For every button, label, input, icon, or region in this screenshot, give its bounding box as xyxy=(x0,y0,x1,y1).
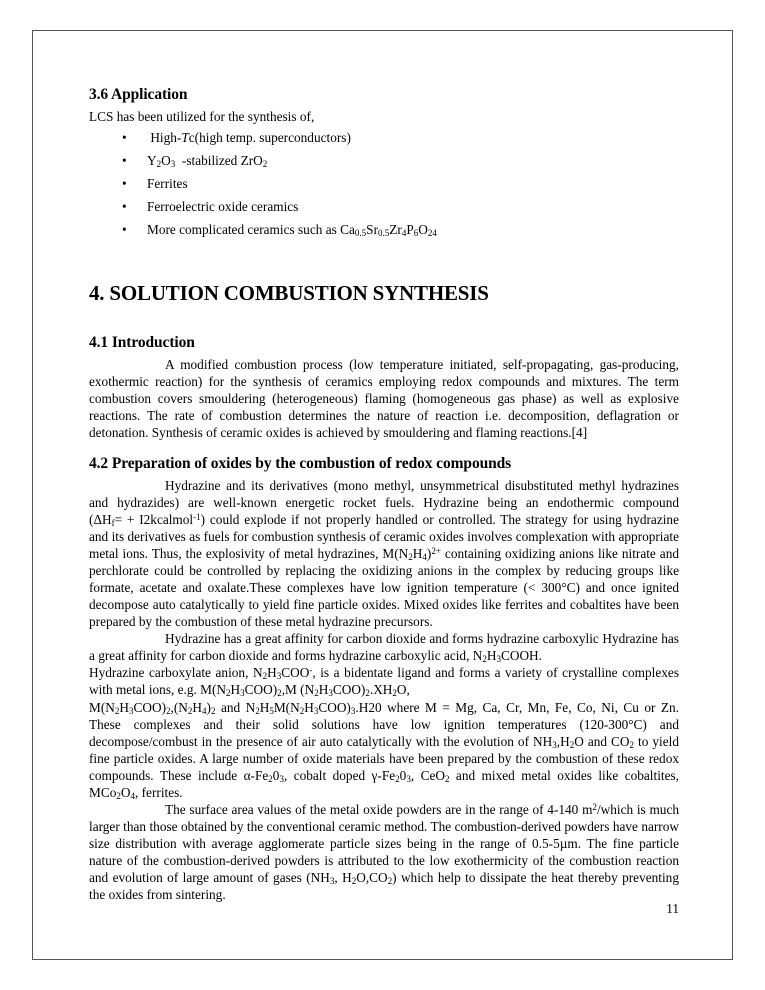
list-item-label: Ferrites xyxy=(147,175,188,191)
bullet-icon: • xyxy=(122,129,127,145)
list-item-label: Ferroelectric oxide ceramics xyxy=(147,198,299,214)
chapter-title: 4. SOLUTION COMBUSTION SYNTHESIS xyxy=(89,280,489,305)
application-bullet-list xyxy=(89,129,679,238)
bullet-icon: • xyxy=(122,175,127,191)
list-item xyxy=(89,175,679,192)
page-frame xyxy=(32,30,733,960)
prep-p1-part-c: ) could explode if not properly handled or controlled. The strategy for using hydrazine and its derivatives as fuels for combustion synthesis of ceramic oxides involves complexation with appropriate metal ions. Thus, the explosivity of metal hydrazines, M(N xyxy=(89,511,679,561)
list-item-label: $Y_2O_3$ -stabilized ZrO$_2$ xyxy=(147,152,268,169)
page-content xyxy=(89,86,680,916)
prep-p1-part-a: Hydrazine and its derivatives (mono methyl, unsymmetrical disubstituted methyl hydrazines and hydrazides) are well-known energetic rocket fuels. Hydrazine being an endothermic compound ( xyxy=(89,477,679,527)
bullet-icon: • xyxy=(122,198,127,214)
list-item-label: More complicated ceramics such as $Ca_{0.5}Sr_{0.5}Zr_4P_6O_{24}$ xyxy=(147,221,437,238)
bullet-icon: • xyxy=(122,221,127,237)
list-item xyxy=(89,152,679,169)
preparation-paragraph-3b: $M(N_2H_3COO)_2,(N_2H_4)_2$ and $N_2H_5M(N_2H_3COO)_3.H20$ where M = Mg, Ca, Cr, Mn, Fe, Co, Ni, Cu or Zn. These complexes and their solid solutions have low ignition temperatures (120-300°C) and decompose/combust in the presence of air auto catalytically with the evolution of $NH_3,H_2O$ and $CO_2$ to yield fine particle oxides. A large number of oxide materials have been prepared by the combustion of these redox compounds. These include $\alpha-Fe_20_3$, cobalt doped $\gamma-Fe_20_3$, CeO$_2$ and mixed metal oxides like cobaltites, $MCo_2O_4$, ferrites. xyxy=(89,699,679,801)
heading-4-1-introduction: 4.1 Introduction xyxy=(89,333,195,351)
bullet-icon: • xyxy=(122,152,127,168)
heading-4-2-preparation: 4.2 Preparation of oxides by the combustion of redox compounds xyxy=(89,454,512,472)
list-item xyxy=(89,221,679,238)
enthalpy-formula: $\Delta H_f=$ + I2kcalmol$^{-1}$ xyxy=(93,511,201,528)
introduction-paragraph: A modified combustion process (low temperature initiated, self-propagating, gas-producing, exothermic reaction) for the synthesis of ceramics employing redox compounds and mixtures. The term combustion covers smouldering (heterogeneous) flaming (homogeneous gas phase) as well as explosive reactions. The rate of combustion determines the nature of reaction i.e. decomposition, deflagration or detonation. Synthesis of ceramic oxides is achieved by smouldering and flaming reactions.[4] xyxy=(89,356,679,440)
preparation-paragraph-2: Hydrazine has a great affinity for carbon dioxide and forms hydrazine carboxylic Hydrazine has a great affinity for carbon dioxide and forms hydrazine carboxylic acid, $N_2H_3COOH$. xyxy=(89,631,679,665)
heading-3-6-application: 3.6 Application xyxy=(89,86,188,103)
list-item-label: High-Tc(high temp. superconductors) xyxy=(147,129,351,145)
preparation-paragraph-3: Hydrazine carboxylate anion, $N_2H_3COO^-$, is a bidentate ligand and forms a variety of crystalline complexes with metal ions, e.g. $M(N_2H_3COO)_2,M$ $(N_2H_3COO)_2.XH_2O$, xyxy=(89,665,679,699)
preparation-paragraph-1: Hydrazine and its derivatives (mono methyl, unsymmetrical disubstituted methyl hydrazines and hydrazides) are well-known energetic rocket fuels. Hydrazine being an endothermic compound ($\Delta H_f=$ + I2kcalmol$^{-1}$) could explode if not properly handled or controlled. The strategy for using hydrazine and its derivatives as fuels for combustion synthesis of ceramic oxides involves complexation with appropriate metal ions. Thus, the explosivity of metal hydrazines, $M(N_2H_4)^{2+}$ containing oxidizing anions like nitrate and perchlorate could be controlled by replacing the oxidizing anions in the complex by reducing groups like formate, acetate and oxalate.These complexes have low ignition temperature (< 300°C) and once ignited decompose auto catalytically to yield fine particle oxides. Mixed oxides like ferrites and cobaltites have been prepared by the combustion of these metal hydrazine precursors. xyxy=(89,477,679,630)
page-number: 11 xyxy=(666,901,679,916)
application-lead-text: LCS has been utilized for the synthesis of, xyxy=(89,108,315,124)
prep-p1-part-f: containing oxidizing anions like nitrate and perchlorate could be controlled by replacing the oxidizing anions in the complex by reducing groups like formate, acetate and oxalate.These complexes have low ignition temperature (< 300°C) and once ignited decompose auto catalytically to yield fine particle oxides. Mixed oxides like ferrites and cobaltites have been prepared by the combustion of these metal hydrazine precursors. xyxy=(89,545,679,630)
list-item xyxy=(89,129,679,146)
list-item xyxy=(89,198,679,215)
preparation-paragraph-4: The surface area values of the metal oxide powders are in the range of 4-140 $m^2$/which is much larger than those obtained by the conventional ceramic method. The combustion-derived powders have narrow size distribution with average agglomerate particle sizes being in the range of 0.5-5µm. The fine particle nature of the combustion-derived powders is attributed to the low exothermicity of the combustion reaction and evolution of large amount of gases ($NH_3$, $H_2O,CO_2$) which help to dissipate the heat thereby preventing the oxides from sintering. xyxy=(89,802,680,903)
